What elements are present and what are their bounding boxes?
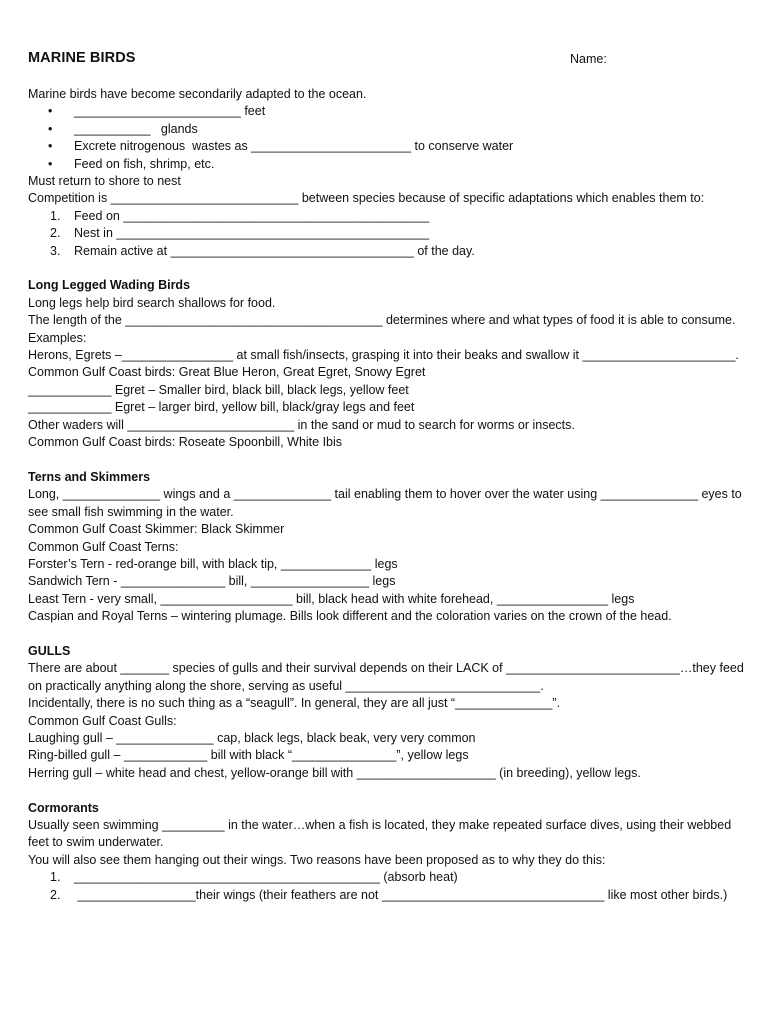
terns-line: Least Tern - very small, ___________________ bill, black head with white forehead, ________________ legs: [28, 591, 635, 606]
numbered-item: 2. _________________their wings (their feathers are not ________________________________ like most other birds.): [50, 887, 728, 902]
intro-bullet: • ___________ glands: [28, 121, 748, 138]
section-heading-wading: Long Legged Wading Birds: [28, 278, 191, 293]
wading-line: Examples:: [28, 330, 87, 345]
terns-line: Caspian and Royal Terns – wintering plumage. Bills look different and the coloration varies on the crown of the head.: [28, 609, 672, 624]
gulls-paragraph: There are about _______ species of gulls and their survival depends on their LACK of _________________________…they feed on practically anything along the shore, serving as useful ____________________________.: [28, 661, 744, 693]
intro-bullet: • ________________________ feet: [28, 103, 748, 120]
wading-line: Common Gulf Coast birds: Great Blue Heron, Great Egret, Snowy Egret: [28, 365, 426, 380]
bullet-glyph: •: [48, 139, 53, 154]
gulls-line: Laughing gull – ______________ cap, black legs, black beak, very very common: [28, 730, 476, 745]
intro-line: Marine birds have become secondarily adapted to the ocean.: [28, 87, 367, 101]
wading-line: Other waders will ________________________ in the sand or mud to search for worms or insects.: [28, 417, 575, 432]
wading-line: Long legs help bird search shallows for food.: [28, 295, 276, 310]
gulls-line: Ring-billed gull – ____________ bill with black “_______________”, yellow legs: [28, 748, 469, 763]
section-heading-gulls: GULLS: [28, 643, 71, 658]
terns-paragraph: Long, ______________ wings and a ______________ tail enabling them to hover over the water using ______________ eyes to see small fish swimming in the water.: [28, 487, 742, 519]
bullet-glyph: •: [48, 156, 53, 171]
terns-line: Common Gulf Coast Skimmer: Black Skimmer: [28, 522, 285, 537]
numbered-item: 1. ____________________________________________ (absorb heat): [50, 870, 458, 885]
terns-line: Common Gulf Coast Terns:: [28, 539, 179, 554]
gulls-line: Incidentally, there is no such thing as a “seagull”. In general, they are all just “______________”.: [28, 696, 561, 711]
wading-line: The length of the _____________________________________ determines where and what types of food it is able to consume.: [28, 313, 736, 328]
name-label: Name:: [570, 52, 607, 66]
numbered-item: 1. Feed on ____________________________________________: [50, 208, 430, 223]
gulls-line: Herring gull – white head and chest, yellow-orange bill with ____________________ (in breeding), yellow legs.: [28, 765, 641, 780]
gulls-line: Common Gulf Coast Gulls:: [28, 713, 177, 728]
wading-line: ____________ Egret – Smaller bird, black bill, black legs, yellow feet: [28, 382, 409, 397]
wading-line: Herons, Egrets –________________ at small fish/insects, grasping it into their beaks and swallow it ______________________.: [28, 348, 739, 363]
competition-line: Competition is ___________________________ between species because of specific adaptations which enables them to:: [28, 191, 705, 206]
intro-bullet: • Excrete nitrogenous wastes as _______________________ to conserve water: [28, 138, 748, 155]
cormorants-paragraph: Usually seen swimming _________ in the water…when a fish is located, they make repeated surface dives, using their webbed feet to swim underwater.: [28, 818, 732, 850]
return-to-shore-line: Must return to shore to nest: [28, 174, 181, 189]
page-title: MARINE BIRDS: [28, 50, 136, 66]
bullet-glyph: •: [48, 104, 53, 119]
intro-bullet: • Feed on fish, shrimp, etc.: [28, 156, 748, 173]
wading-line: ____________ Egret – larger bird, yellow bill, black/gray legs and feet: [28, 400, 415, 415]
cormorants-wings-line: You will also see them hanging out their wings. Two reasons have been proposed as to why they do this:: [28, 852, 606, 867]
terns-line: Forster’s Tern - red-orange bill, with black tip, _____________ legs: [28, 556, 398, 571]
section-heading-terns: Terns and Skimmers: [28, 469, 151, 484]
numbered-item: 2. Nest in _____________________________________________: [50, 226, 430, 241]
terns-line: Sandwich Tern - _______________ bill, _________________ legs: [28, 574, 396, 589]
section-heading-cormorants: Cormorants: [28, 800, 99, 815]
bullet-glyph: •: [48, 121, 53, 136]
worksheet-content: [28, 86, 748, 904]
wading-line: Common Gulf Coast birds: Roseate Spoonbill, White Ibis: [28, 435, 343, 450]
numbered-item: 3. Remain active at ___________________________________ of the day.: [50, 243, 475, 258]
